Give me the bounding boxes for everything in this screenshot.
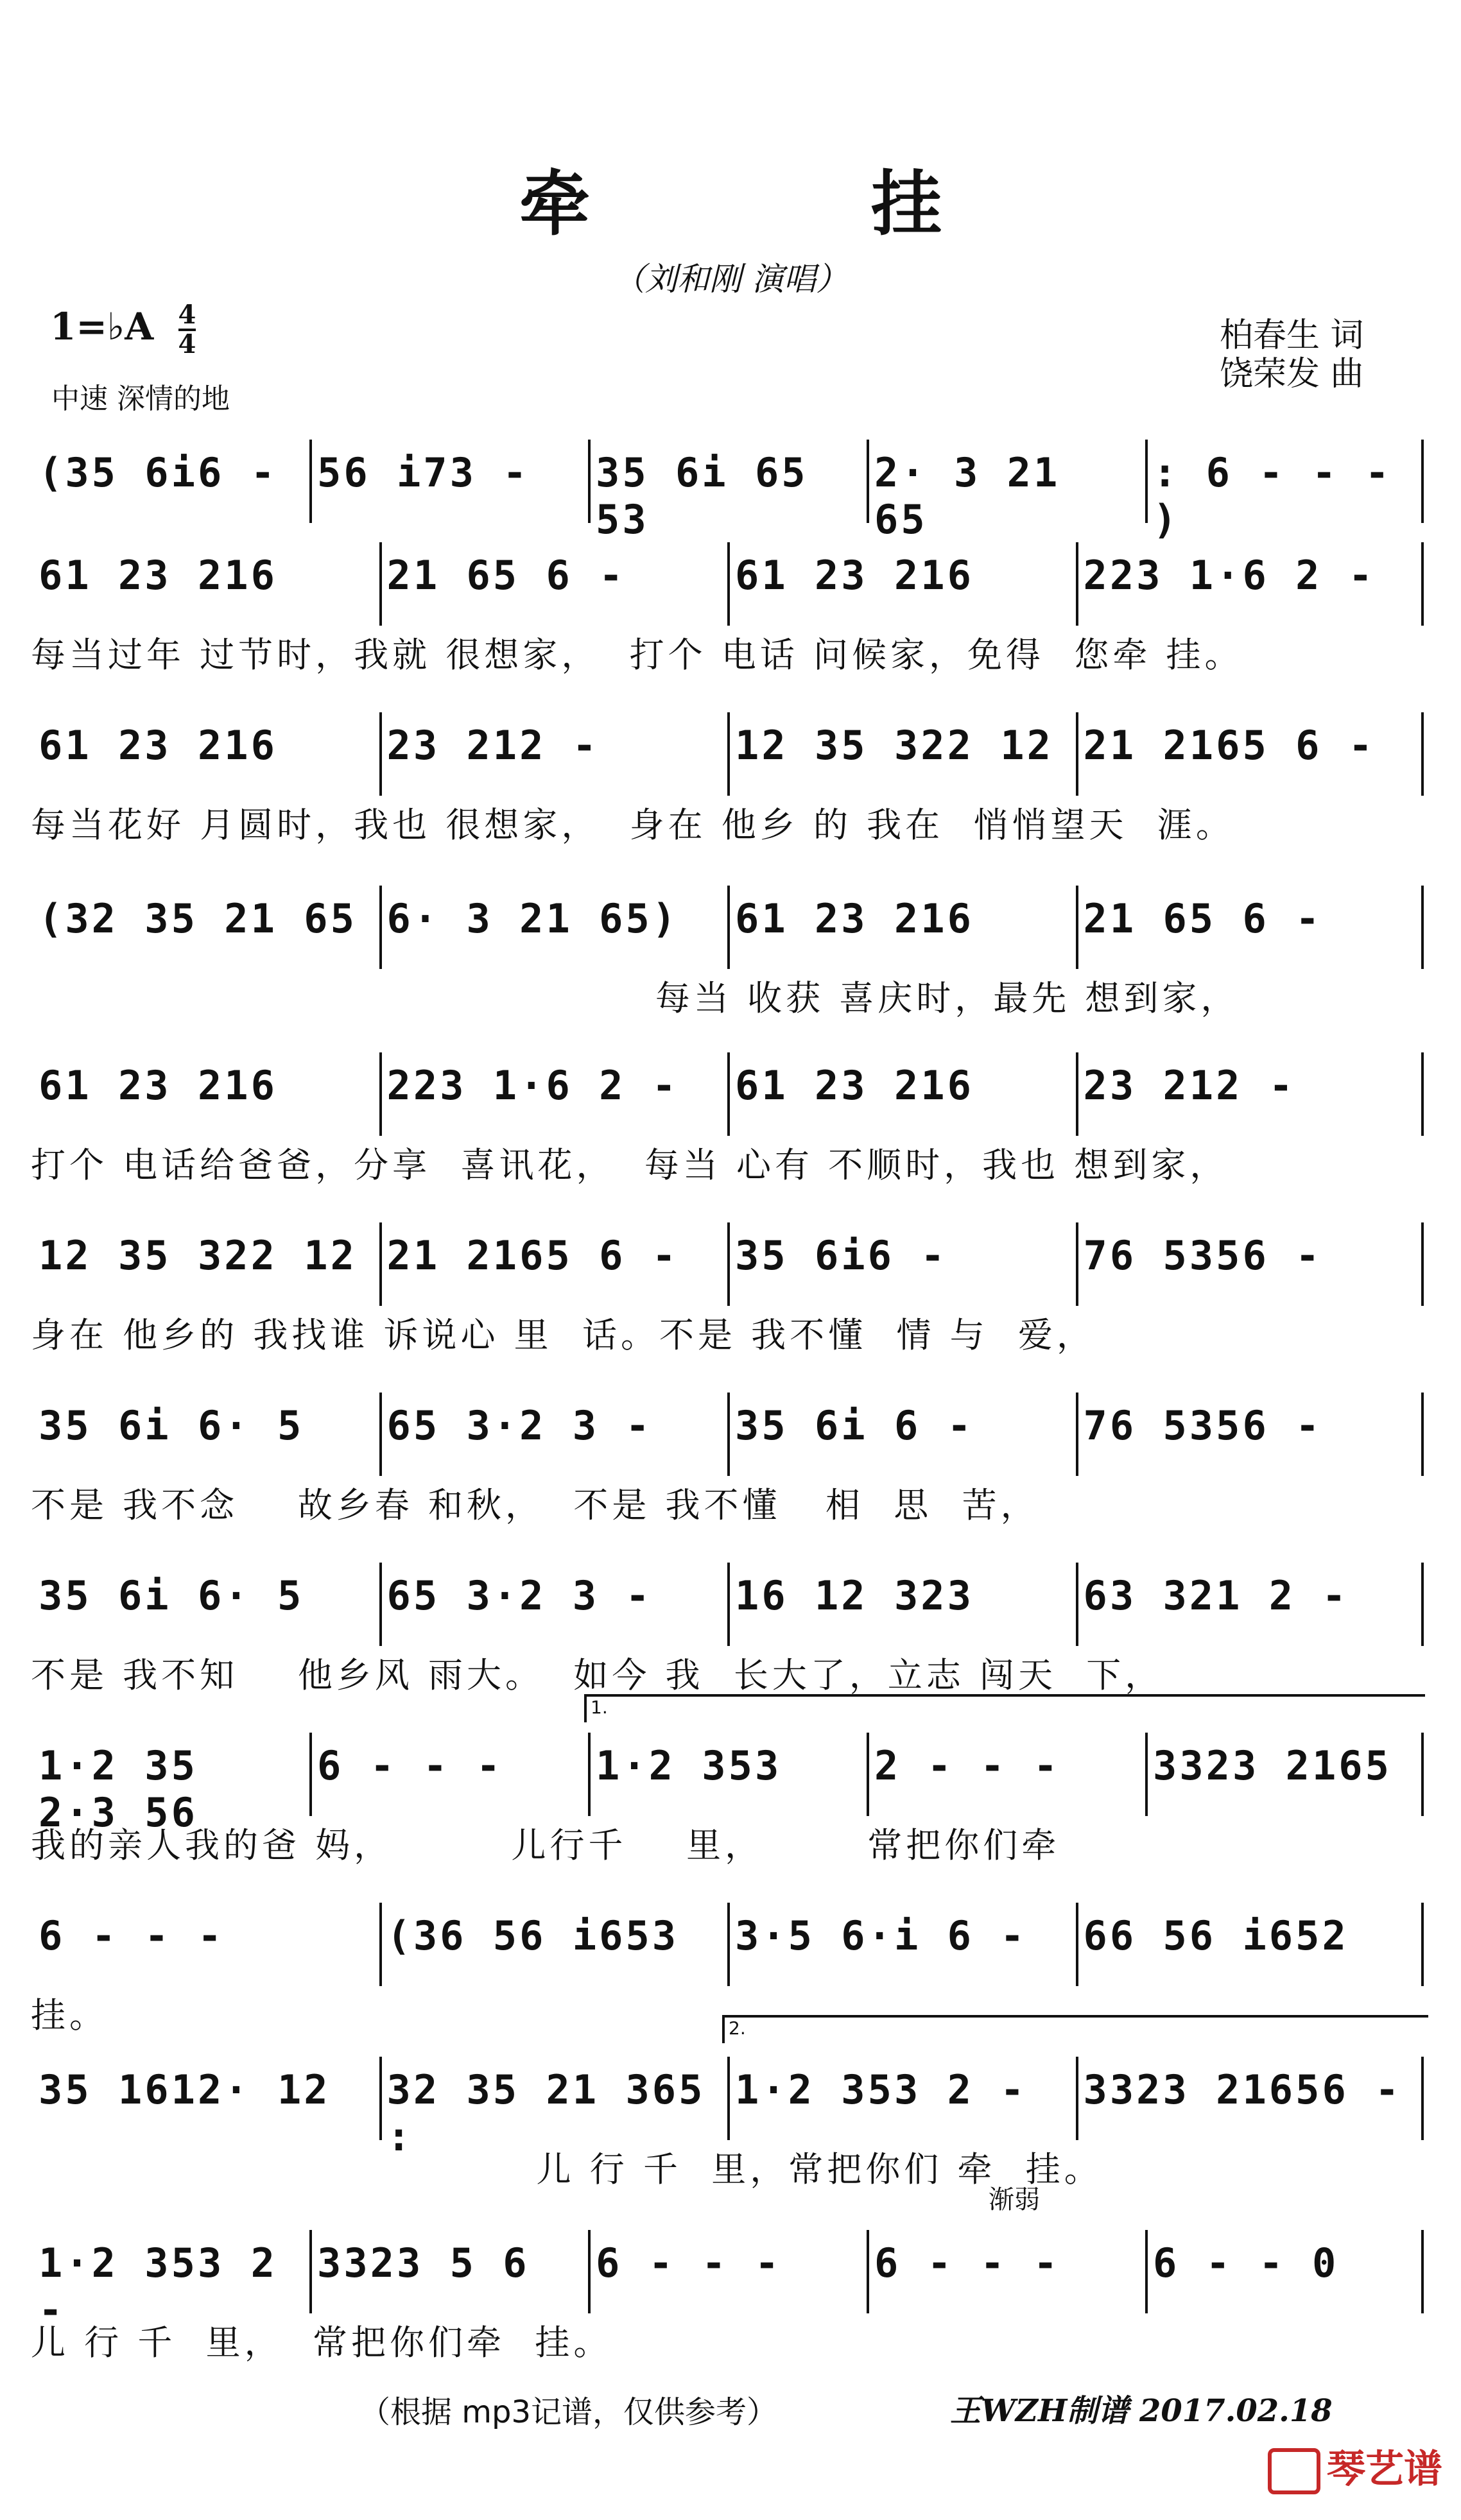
measure: 2· 3 21 65 [874, 449, 1060, 543]
volta-first-label: 1. [591, 1697, 608, 1718]
measure: 21 2165 6 - [1083, 722, 1376, 769]
measure: 6 - - - [596, 2240, 782, 2286]
lyric-line [31, 2142, 1430, 2190]
lyric-line [31, 1138, 1430, 1183]
lyric-line [31, 1478, 1430, 1523]
measure: 3323 2165 [1153, 1742, 1392, 1789]
measure: 35 6i6 - [735, 1232, 947, 1279]
measure: 63 321 2 - [1083, 1572, 1349, 1619]
measure: 6 - - - [39, 1912, 225, 1959]
notation-line [31, 1062, 1430, 1133]
lyric-line [31, 798, 1430, 843]
lyric-text: 我的亲人我的爸 妈， 儿行千 里， 常把你们牵 [31, 1825, 1060, 1865]
time-numerator: 4 [178, 300, 196, 330]
tempo-marking: 中速 深情的地 [51, 382, 230, 415]
lyric-text: 身在 他乡的 我找谁 诉说心 里 话。不是 我不懂 情 与 爱， [31, 1315, 1095, 1355]
singer-credit: （刘和刚 演唱） [613, 261, 848, 298]
measure: 6 - - - [317, 1742, 503, 1789]
notation-line [31, 895, 1430, 966]
lyric-text: 打个 电话给爸爸，分享 喜讯花， 每当 心有 不顺时，我也 想到家， [31, 1145, 1229, 1185]
notation-line [31, 1232, 1430, 1303]
measure: (36 56 i653 [386, 1912, 679, 1959]
lyric-text: 不是 我不念 故乡春 和秋， 不是 我不懂 相 思 苦， [31, 1485, 1039, 1525]
lyric-line [31, 2315, 1430, 2363]
measure: 35 6i 65 53 [596, 449, 808, 543]
measure: 65 3·2 3 - [386, 1572, 652, 1619]
measure: 1·2 353 2 - [39, 2240, 277, 2333]
measure: 76 5356 - [1083, 1402, 1322, 1449]
volta-second-ending [722, 2015, 1428, 2043]
time-denominator: 4 [178, 329, 196, 359]
lyric-text: 儿 行 千 里， 常把你们牵 挂。 [31, 2322, 612, 2363]
measure: 6 - - 0 [1153, 2240, 1339, 2286]
lyric-text: 不是 我不知 他乡风 雨大。 如今 我 长大了，立志 闯天 下， [31, 1655, 1164, 1695]
lyric-line [31, 1648, 1430, 1693]
footer-note: （根据 mp3记谱，仅供参考） [359, 2394, 778, 2430]
key-label: 1=♭A [50, 305, 154, 348]
transcriber-signature: 王WZH制谱 2017.02.18 [950, 2393, 1333, 2429]
page-title: 牵 挂 [519, 162, 1071, 245]
site-logo [1268, 2439, 1442, 2494]
measure: 21 65 6 - [386, 552, 626, 599]
measure: 3323 21656 - [1083, 2066, 1402, 2113]
notation-line [31, 1742, 1430, 1836]
notation-line [31, 449, 1430, 543]
measure: 35 6i 6· 5 [39, 1572, 304, 1619]
measure: 23 212 - [386, 722, 600, 769]
lyric-line [31, 971, 1430, 1016]
notation-line [31, 1402, 1430, 1473]
measure: (35 6i6 - [39, 449, 277, 496]
measure: 32 35 21 365 : [386, 2066, 705, 2160]
notation-line [31, 1572, 1430, 1643]
logo-text: 琴艺谱 [1327, 2447, 1442, 2492]
measure: 21 65 6 - [1083, 895, 1322, 942]
measure: 1·2 353 2 - [735, 2066, 1027, 2113]
measure: 6· 3 21 65) [386, 895, 679, 942]
measure: 61 23 216 [735, 895, 974, 942]
measure: 12 35 322 12 [39, 1232, 357, 1279]
measure: 223 1·6 2 - [1083, 552, 1376, 599]
measure: 61 23 216 [735, 552, 974, 599]
measure: 35 6i 6 - [735, 1402, 974, 1449]
lyric-line [31, 1818, 1430, 1863]
notation-line [31, 552, 1430, 622]
notation-line [31, 2240, 1430, 2333]
measure: 66 56 i652 [1083, 1912, 1349, 1959]
measure: 61 23 216 [735, 1062, 974, 1109]
lyric-line [31, 1308, 1430, 1353]
measure: : 6 - - - ) [1153, 449, 1392, 543]
volta-second-label: 2. [729, 2018, 746, 2039]
measure: 35 6i 6· 5 [39, 1402, 304, 1449]
key-signature [50, 302, 196, 358]
measure: 12 35 322 12 [735, 722, 1053, 769]
measure: 61 23 216 [39, 552, 277, 599]
measure: 1·2 35 2·3 56 [39, 1742, 198, 1836]
composer-credit: 饶荣发 曲 [1220, 355, 1364, 393]
measure: 65 3·2 3 - [386, 1402, 652, 1449]
measure: 21 2165 6 - [386, 1232, 679, 1279]
lyric-text: 每当 收获 喜庆时，最先 想到家， [31, 978, 1240, 1018]
volta-first-ending [584, 1694, 1425, 1722]
lyric-text: 儿 行 千 里，常把你们 牵 挂。 [31, 2149, 1103, 2190]
measure: 3323 5 6 [317, 2240, 530, 2286]
measure: 223 1·6 2 - [386, 1062, 679, 1109]
measure: 23 212 - [1083, 1062, 1296, 1109]
measure: 76 5356 - [1083, 1232, 1322, 1279]
lyric-text: 挂。 [31, 1995, 108, 2036]
lyric-text: 每当过年 过节时，我就 很想家， 打个 电话 问候家，免得 您牵 挂。 [31, 635, 1243, 675]
measure: (32 35 21 65 [39, 895, 357, 942]
measure: 61 23 216 [39, 722, 277, 769]
measure: 35 1612· 12 [39, 2066, 331, 2113]
diminuendo-marking: 渐弱 [989, 2185, 1040, 2215]
measure: 56 i73 - [317, 449, 530, 496]
time-signature [178, 302, 196, 358]
measure: 61 23 216 [39, 1062, 277, 1109]
measure: 1·2 353 [596, 1742, 782, 1789]
notation-line [31, 2066, 1430, 2160]
lyric-text: 每当花好 月圆时，我也 很想家， 身在 他乡 的 我在 悄悄望天 涯。 [31, 805, 1234, 845]
lyric-line [31, 628, 1430, 673]
notation-line [31, 722, 1430, 793]
measure: 6 - - - [874, 2240, 1060, 2286]
measure: 16 12 323 [735, 1572, 974, 1619]
notation-line [31, 1912, 1430, 1983]
lyricist-credit: 柏春生 词 [1220, 316, 1364, 355]
measure: 2 - - - [874, 1742, 1060, 1789]
measure: 3·5 6·i 6 - [735, 1912, 1027, 1959]
logo-icon [1268, 2448, 1320, 2494]
